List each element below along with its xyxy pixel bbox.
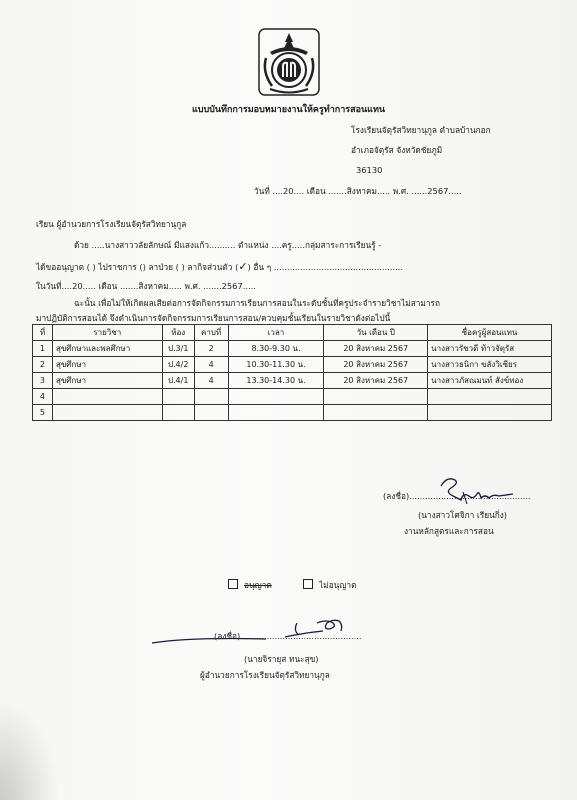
cell-room bbox=[162, 389, 194, 405]
cell-no: 5 bbox=[33, 405, 53, 421]
school-emblem-icon bbox=[258, 28, 320, 96]
signature-2-position: ผู้อำนวยการโรงเรียนจัตุรัสวิทยานุกูล bbox=[200, 670, 330, 680]
cell-teacher: นางสาวรัชวดี ท้าวจัตุรัส bbox=[428, 341, 552, 357]
header-no: ที่ bbox=[33, 325, 53, 341]
cell-teacher: นางสาวภัสณมนท์ สังข์ทอง bbox=[428, 373, 552, 389]
cell-period: 2 bbox=[194, 341, 228, 357]
substitute-table bbox=[32, 324, 552, 421]
cell-date bbox=[324, 405, 428, 421]
table-row bbox=[33, 373, 552, 389]
cell-period: 4 bbox=[194, 373, 228, 389]
cell-room: ป.3/1 bbox=[162, 341, 194, 357]
header-subject: รายวิชา bbox=[52, 325, 162, 341]
table-row bbox=[33, 405, 552, 421]
header-teacher: ชื่อครูผู้สอนแทน bbox=[428, 325, 552, 341]
approve-checkbox[interactable] bbox=[228, 579, 238, 589]
header-period: คาบที่ bbox=[194, 325, 228, 341]
cell-time: 13.30-14.30 น. bbox=[228, 373, 324, 389]
cell-time bbox=[228, 405, 324, 421]
cell-subject: สุขศึกษา bbox=[52, 373, 162, 389]
approve-option[interactable] bbox=[228, 580, 274, 590]
signature-1-position: งานหลักสูตรและการสอน bbox=[404, 526, 494, 536]
cell-time: 8.30-9.30 น. bbox=[228, 341, 324, 357]
cell-period: 4 bbox=[194, 357, 228, 373]
deny-checkbox[interactable] bbox=[303, 579, 313, 589]
cell-room bbox=[162, 405, 194, 421]
cell-date bbox=[324, 389, 428, 405]
cell-subject: สุขศึกษา bbox=[52, 357, 162, 373]
cell-date: 20 สิงหาคม 2567 bbox=[324, 341, 428, 357]
table-row bbox=[33, 357, 552, 373]
cell-teacher bbox=[428, 389, 552, 405]
leave-type-other: ) อื่น ๆ ................................................. bbox=[247, 262, 404, 272]
postcode: 36130 bbox=[356, 165, 383, 175]
reason-line-2: มาปฏิบัติการสอนได้ จึงดำเนินการจัดกิจกรรมการเรียนการสอน/ควบคุมชั้นเรียนในรายวิชาดังต่อไปนี้ bbox=[36, 313, 391, 323]
leave-type-text: ได้ขออนุญาต ( ) ไปราชการ () ลาป่วย ( ) ลากิจส่วนตัว ( bbox=[36, 262, 239, 272]
cell-time bbox=[228, 389, 324, 405]
cell-room: ป.4/1 bbox=[162, 373, 194, 389]
signature-2-label: (ลงชื่อ).............................................. bbox=[214, 631, 362, 641]
salutation: เรียน ผู้อำนวยการโรงเรียนจัตุรัสวิทยานุกูล bbox=[36, 219, 187, 229]
cell-no: 1 bbox=[33, 341, 53, 357]
signature-2-name: (นายจิรายุส ทนะสุข) bbox=[244, 654, 319, 664]
school-address-2: อำเภอจัตุรัส จังหวัดชัยภูมิ bbox=[351, 145, 443, 155]
approve-label: อนุญาต bbox=[244, 580, 272, 590]
signature-1-name: (นางสาวโศจิกา เรียนกิ่ง) bbox=[418, 510, 508, 520]
cell-teacher: นางสาวธนิกา ขลังวิเชียร bbox=[428, 357, 552, 373]
deny-option[interactable] bbox=[303, 580, 356, 590]
cell-date: 20 สิงหาคม 2567 bbox=[324, 357, 428, 373]
cell-time: 10.30-11.30 น. bbox=[228, 357, 324, 373]
header-date: วัน เดือน ปี bbox=[324, 325, 428, 341]
approval-options bbox=[228, 579, 356, 591]
cell-subject: สุขศึกษาและพลศึกษา bbox=[52, 341, 162, 357]
deny-label: ไม่อนุญาต bbox=[319, 580, 357, 590]
reason-line-1: ฉะนั้น เพื่อไม่ให้เกิดผลเสียต่อการจัดกิจกรรมการเรียนการสอนในระดับชั้นที่ครูประจำรายวิชาไม่สามารถ bbox=[74, 298, 441, 308]
check-mark-icon: ✓ bbox=[238, 260, 248, 273]
leave-type-line bbox=[36, 261, 403, 273]
cell-period bbox=[194, 389, 228, 405]
cell-subject bbox=[52, 389, 162, 405]
date-line: วันที่ ....20.... เดือน .......สิงหาคม..... พ.ศ. ......2567..... bbox=[254, 186, 462, 196]
requester-line: ด้วย .....นางสาววลัยลักษณ์ มีแสงแก้ว.......... ตำแหน่ง ....ครู.....กลุ่มสาระการเรียนรู้ - bbox=[74, 240, 382, 250]
leave-date-line: ในวันที่....20..... เดือน .......สิงหาคม..... พ.ศ. .......2567..... bbox=[36, 281, 256, 291]
table-row bbox=[33, 389, 552, 405]
table-row bbox=[33, 341, 552, 357]
cell-subject bbox=[52, 405, 162, 421]
cell-room: ป.4/2 bbox=[162, 357, 194, 373]
cell-period bbox=[194, 405, 228, 421]
cell-date: 20 สิงหาคม 2567 bbox=[324, 373, 428, 389]
cell-no: 4 bbox=[33, 389, 53, 405]
header-time: เวลา bbox=[228, 325, 324, 341]
scan-shadow bbox=[0, 700, 60, 800]
school-address-1: โรงเรียนจัตุรัสวิทยานุกูล ตำบลบ้านกอก bbox=[351, 125, 491, 135]
cell-teacher bbox=[428, 405, 552, 421]
signature-1-label: (ลงชื่อ).............................................. bbox=[383, 491, 531, 501]
table-header-row bbox=[33, 325, 552, 341]
header-room: ห้อง bbox=[162, 325, 194, 341]
cell-no: 3 bbox=[33, 373, 53, 389]
cell-no: 2 bbox=[33, 357, 53, 373]
page-title: แบบบันทึกการมอบหมายงานให้ครูทำการสอนแทน bbox=[191, 105, 386, 115]
